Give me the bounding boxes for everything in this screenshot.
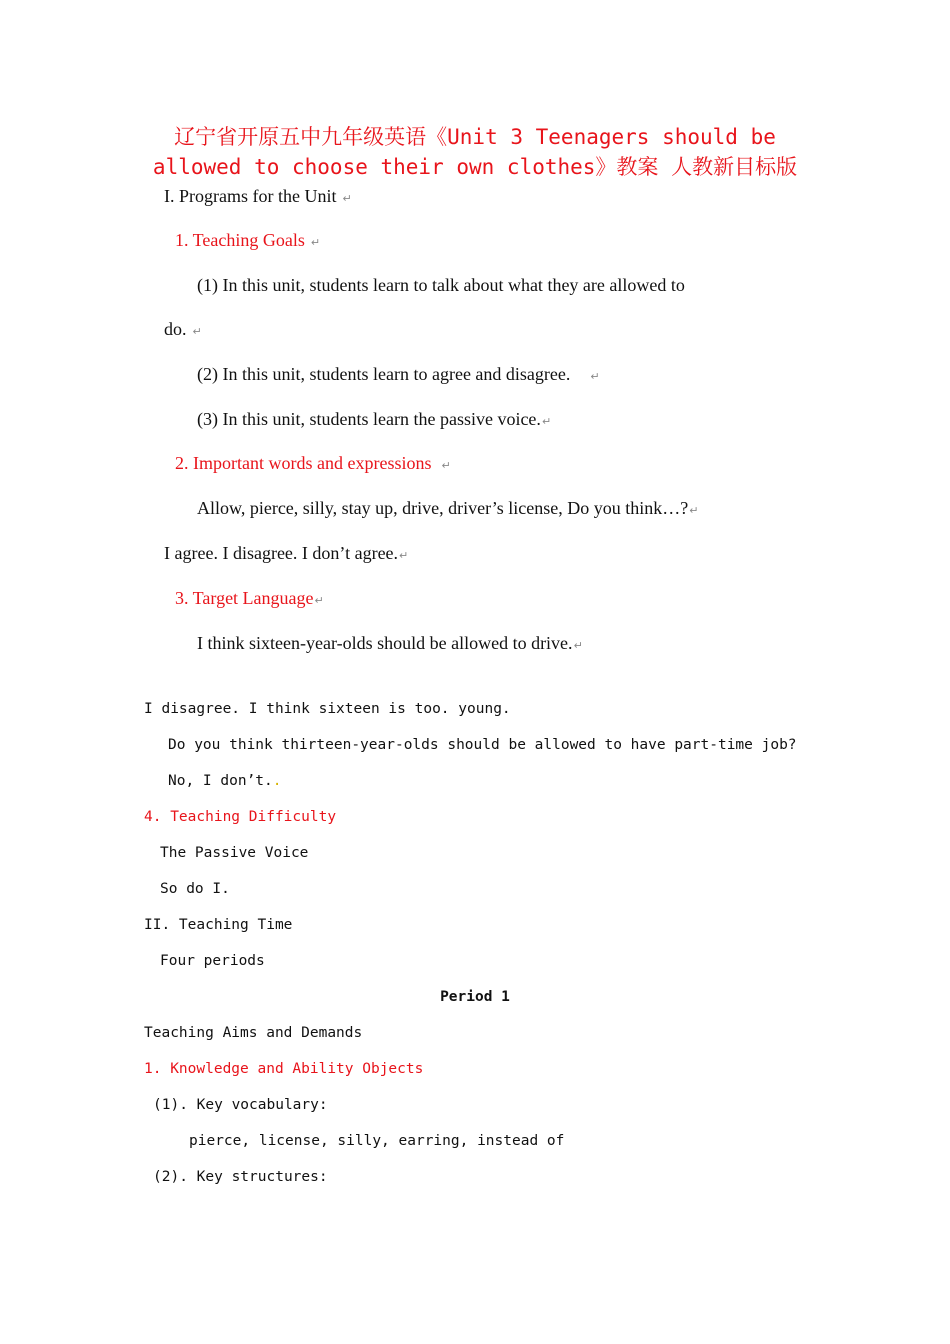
words-line-1: Allow, pierce, silly, stay up, drive, driver’s license, Do you think…?↵ (197, 498, 699, 518)
target-line-3: Do you think thirteen-year-olds should be allowed to have part-time job? (168, 737, 797, 753)
document-title-line-1: 辽宁省开原五中九年级英语《Unit 3 Teenagers should be (174, 125, 776, 149)
paragraph-mark-icon: ↵ (441, 459, 451, 472)
goal-item-1-line-1: (1) In this unit, students learn to talk about what they are allowed to (197, 275, 685, 295)
section-heading-programs: I. Programs for the Unit ↵ (164, 186, 352, 206)
goal-item-2: (2) In this unit, students learn to agree and disagree. ↵ (197, 364, 600, 384)
heading-teaching-difficulty: 4. Teaching Difficulty (144, 809, 337, 825)
target-line-2: I disagree. I think sixteen is too. young. (144, 701, 511, 717)
key-vocabulary-items: pierce, license, silly, earring, instead of (189, 1133, 565, 1149)
goal-item-3: (3) In this unit, students learn the passive voice.↵ (197, 409, 552, 429)
paragraph-mark-icon: ↵ (399, 549, 409, 562)
paragraph-mark-icon: ↵ (689, 504, 699, 517)
key-vocabulary-label: (1). Key vocabulary: (153, 1097, 328, 1113)
difficulty-item-2: So do I. (160, 881, 230, 897)
paragraph-mark-icon: ↵ (590, 370, 600, 383)
paragraph-mark-icon: ↵ (342, 192, 352, 205)
words-line-2: I agree. I disagree. I don’t agree.↵ (164, 543, 409, 563)
document-title-line-2: allowed to choose their own clothes》教案 人教新目标版 (152, 155, 798, 179)
heading-target-language: 3. Target Language↵ (175, 588, 324, 608)
period-heading: Period 1 (440, 989, 510, 1005)
heading-important-words: 2. Important words and expressions ↵ (175, 453, 451, 473)
teaching-time-value: Four periods (160, 953, 265, 969)
paragraph-mark-icon: ↵ (310, 236, 321, 249)
paragraph-mark-icon: ↵ (314, 594, 324, 607)
paragraph-mark-icon: ↵ (573, 639, 583, 652)
target-line-4: No, I don’t.. (168, 773, 282, 789)
heading-knowledge-ability: 1. Knowledge and Ability Objects (144, 1061, 424, 1077)
teaching-aims-heading: Teaching Aims and Demands (144, 1025, 363, 1041)
heading-teaching-time: II. Teaching Time (144, 917, 293, 933)
heading-teaching-goals: 1. Teaching Goals ↵ (175, 230, 321, 250)
goal-item-1-line-2: do. ↵ (164, 319, 202, 339)
difficulty-item-1: The Passive Voice (160, 845, 309, 861)
target-line-1: I think sixteen-year-olds should be allowed to drive.↵ (197, 633, 583, 653)
key-structures-label: (2). Key structures: (153, 1169, 328, 1185)
paragraph-mark-icon: ↵ (192, 325, 202, 338)
paragraph-mark-icon: ↵ (541, 415, 552, 428)
